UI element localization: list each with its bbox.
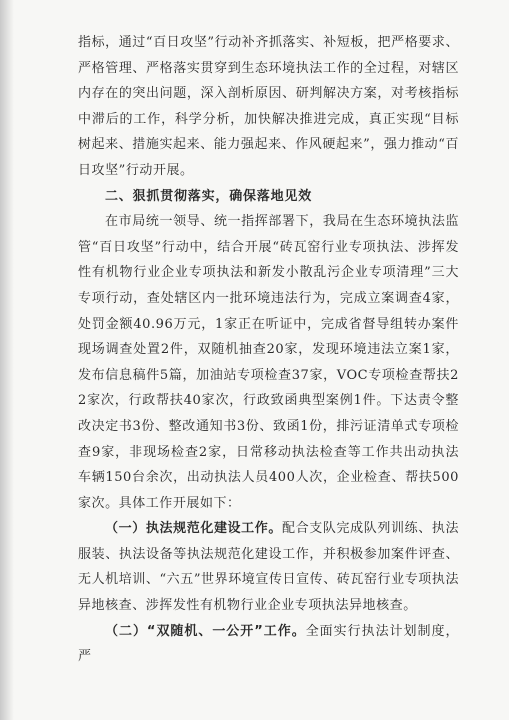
section-heading: 二、狠抓贯彻落实，确保落地见效 bbox=[105, 188, 313, 204]
section-body-paragraph: 在市局统一领导、统一指挥部署下，我局在生态环境执法监管“百日攻坚”行动中，结合开展“砖瓦窑行业专项执法、涉挥发性有机物行业企业专项执法和新发小散乱污企业专项清理”三大专项行动，查处辖区内一批环境违法行为，完成立案调查4家，处罚金额40.96万元，1家正在听证中，完成省督导组转办案件现场调查处置2件，双随机抽查20家，发现环境违法立案1家，发布信息稿件5篇，加油站专项检查37家，VOC专项检查帮扶22家次，行政帮扶40家次，行政致函典型案例1件。下达责令整改决定书3份、整改通知书3份、致函1份，排污证清单式专项检查9家，非现场检查2家，日常移动执法检查等工作共出动执法车辆150台余次，出动执法人员400人次，企业检查、帮扶500家次。具体工作开展如下： bbox=[78, 214, 459, 511]
item-2-paragraph bbox=[78, 619, 459, 670]
item-1-paragraph bbox=[78, 516, 459, 618]
item-1-body: 配合支队完成队列训练、执法服装、执法设备等执法规范化建设工作，并积极参加案件评查、无人机培训、“六五”世界环境宣传日宣传、砖瓦窑行业专项执法异地核查、涉挥发性有机物行业企业专项执法异地核查。 bbox=[78, 521, 459, 614]
item-2-title: （二）“双随机、一公开”工作。 bbox=[105, 623, 306, 639]
paragraph-continuation: 指标，通过“百日攻坚”行动补齐抓落实、补短板，把严格要求、严格管理、严格落实贯穿到生态环境执法工作的全过程，对辖区内存在的突出问题，深入剖析原因、研判解决方案，对考核指标中滞后的工作，科学分析，加快解决推进完成，真正实现“目标树起来、措施实起来、能力强起来、作风硬起来”，强力推动“百日攻坚”行动开展。 bbox=[78, 35, 459, 178]
item-1-title: （一）执法规范化建设工作。 bbox=[105, 521, 283, 537]
item-2-body: 全面实行执法计划制度，严 bbox=[78, 623, 459, 665]
page-edge-shadow bbox=[0, 0, 14, 720]
